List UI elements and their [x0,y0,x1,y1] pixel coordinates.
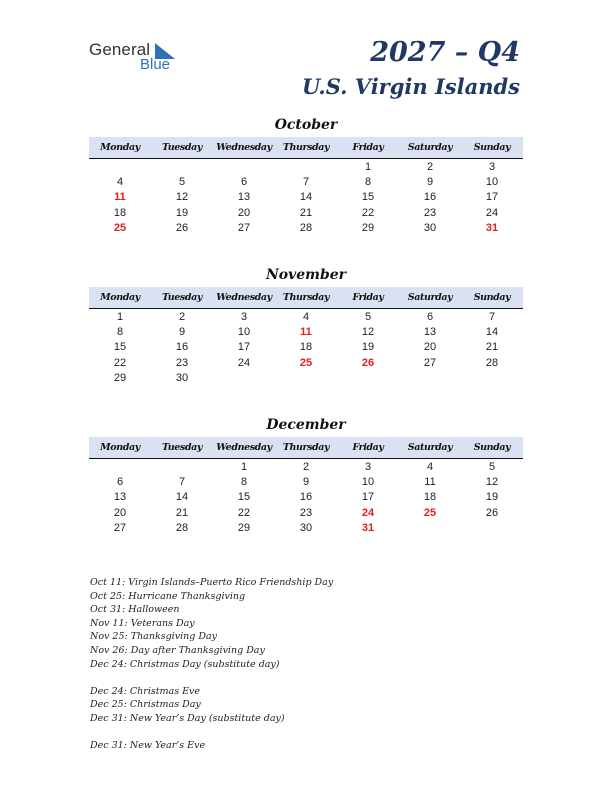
weekday-header-row [89,287,523,309]
day-cell: 9 [178,325,186,338]
day-cell: 10 [361,475,375,488]
day-cell: 10 [485,175,499,188]
day-cell: 25 [423,506,437,519]
day-cell: 13 [113,491,127,504]
day-cell: 4 [426,460,434,473]
weekday-header: Saturday [407,142,453,153]
weekday-header: Wednesday [216,442,272,453]
weekday-header: Wednesday [216,292,272,303]
day-cell: 6 [116,475,124,488]
weekday-header: Sunday [473,292,511,303]
weekday-header: Tuesday [161,292,202,303]
day-cell: 5 [488,460,496,473]
day-cell: 3 [240,310,248,323]
day-cell: 6 [240,175,248,188]
day-cell: 11 [424,475,436,488]
day-cell: 28 [485,356,499,369]
day-cell: 26 [485,506,499,519]
day-cell: 1 [240,460,248,473]
weekday-header: Friday [352,142,384,153]
week-row [89,355,523,370]
day-cell: 23 [423,206,437,219]
day-cell: 25 [113,221,127,234]
day-cell: 18 [299,341,313,354]
holiday-note: Dec 25: Christmas Day [90,699,201,711]
day-cell: 12 [175,191,189,204]
day-cell: 2 [426,160,434,173]
day-cell: 24 [485,206,499,219]
holiday-notes [90,576,333,753]
day-cell: 14 [485,325,499,338]
holiday-note: Dec 31: New Year’s Day (substitute day) [90,712,285,724]
holiday-note: Dec 24: Christmas Day (substitute day) [90,658,280,670]
day-cell: 24 [237,356,251,369]
day-cell: 29 [237,521,251,534]
day-cell: 15 [237,491,251,504]
day-cell: 4 [302,310,310,323]
day-cell: 30 [299,521,313,534]
month-november [89,267,523,385]
day-cell: 9 [302,475,310,488]
day-cell: 26 [175,221,189,234]
day-cell: 16 [423,191,437,204]
day-cell: 8 [240,475,248,488]
day-cell: 4 [116,175,124,188]
logo-word-general: General [89,40,151,59]
weekday-header: Friday [352,292,384,303]
month-name: October [274,117,338,133]
day-cell: 14 [175,491,189,504]
week-row [89,370,523,385]
page-subtitle: U.S. Virgin Islands [302,74,520,99]
day-cell: 17 [237,341,251,354]
day-cell: 8 [364,175,372,188]
holiday-note: Oct 25: Hurricane Thanksgiving [90,590,246,602]
day-cell: 20 [237,206,251,219]
holiday-note: Dec 24: Christmas Eve [90,685,201,697]
day-cell: 7 [488,310,496,323]
logo-word-blue: Blue [140,56,171,73]
day-cell: 20 [423,341,437,354]
holiday-note: Oct 11: Virgin Islands–Puerto Rico Friendship Day [90,577,334,588]
week-row [89,490,523,505]
weekday-header: Friday [352,442,384,453]
day-cell: 30 [175,371,189,384]
day-cell: 20 [113,506,127,519]
week-row [89,159,523,174]
day-cell: 16 [299,491,313,504]
day-cell: 31 [361,521,375,534]
weekday-header: Wednesday [216,142,272,153]
day-cell: 14 [299,191,313,204]
day-cell: 22 [361,206,375,219]
month-december [89,417,523,535]
day-cell: 3 [488,160,496,173]
day-cell: 10 [237,325,251,338]
day-cell: 8 [116,325,124,338]
day-cell: 30 [423,221,437,234]
day-cell: 23 [299,506,313,519]
day-cell: 22 [237,506,251,519]
weekday-header: Sunday [473,142,511,153]
day-cell: 18 [423,491,437,504]
day-cell: 29 [113,371,127,384]
week-row [89,505,523,520]
holiday-note: Nov 26: Day after Thanksgiving Day [90,644,265,656]
week-row [89,309,523,324]
day-cell: 24 [361,506,375,519]
day-cell: 5 [178,175,186,188]
day-cell: 27 [237,221,251,234]
day-cell: 29 [361,221,375,234]
day-cell: 28 [175,521,189,534]
day-cell: 21 [485,341,499,354]
weekday-header: Tuesday [161,442,202,453]
weekday-header: Thursday [282,292,330,303]
day-cell: 9 [426,175,434,188]
weekday-header-row [89,437,523,459]
day-cell: 19 [485,491,499,504]
day-cell: 13 [237,191,251,204]
weekday-header: Tuesday [161,142,202,153]
day-cell: 11 [114,191,126,204]
day-cell: 15 [113,341,127,354]
weekday-header: Monday [100,292,140,303]
week-row [89,340,523,355]
week-row [89,205,523,220]
day-cell: 18 [113,206,127,219]
weekday-header: Monday [100,142,140,153]
day-cell: 21 [175,506,189,519]
day-cell: 27 [423,356,437,369]
weekday-header: Saturday [407,442,453,453]
day-cell: 22 [113,356,127,369]
month-name: December [266,417,346,433]
day-cell: 26 [361,356,375,369]
holiday-note: Dec 31: New Year’s Eve [90,740,206,752]
holiday-note: Nov 25: Thanksgiving Day [90,631,217,643]
generalblue-logo [89,40,189,76]
day-cell: 11 [300,325,312,338]
day-cell: 13 [423,325,437,338]
weekday-header: Monday [100,442,140,453]
week-row [89,174,523,189]
day-cell: 6 [426,310,434,323]
month-october [89,117,523,235]
week-row [89,520,523,535]
weekday-header: Sunday [473,442,511,453]
day-cell: 16 [175,341,189,354]
week-row [89,220,523,235]
day-cell: 23 [175,356,189,369]
day-cell: 19 [175,206,189,219]
day-cell: 19 [361,341,375,354]
day-cell: 17 [485,191,499,204]
day-cell: 2 [178,310,186,323]
day-cell: 1 [116,310,124,323]
day-cell: 25 [299,356,313,369]
holiday-note: Nov 11: Veterans Day [90,617,195,629]
week-row [89,324,523,339]
weekday-header: Thursday [282,142,330,153]
day-cell: 7 [178,475,186,488]
day-cell: 21 [299,206,313,219]
day-cell: 12 [485,475,499,488]
day-cell: 12 [361,325,375,338]
weekday-header: Thursday [282,442,330,453]
notes-gap [90,726,333,740]
day-cell: 31 [485,221,499,234]
weekday-header-row [89,137,523,159]
day-cell: 28 [299,221,313,234]
month-name: November [265,267,347,283]
day-cell: 2 [302,460,310,473]
day-cell: 3 [364,460,372,473]
day-cell: 15 [361,191,375,204]
week-row [89,190,523,205]
holiday-note: Oct 31: Halloween [90,604,180,616]
day-cell: 17 [361,491,375,504]
notes-gap [90,671,333,685]
page-title: 2027 – Q4 [370,37,520,68]
day-cell: 27 [113,521,127,534]
day-cell: 5 [364,310,372,323]
weekday-header: Saturday [407,292,453,303]
day-cell: 7 [302,175,310,188]
day-cell: 1 [364,160,372,173]
week-row [89,474,523,489]
week-row [89,459,523,474]
